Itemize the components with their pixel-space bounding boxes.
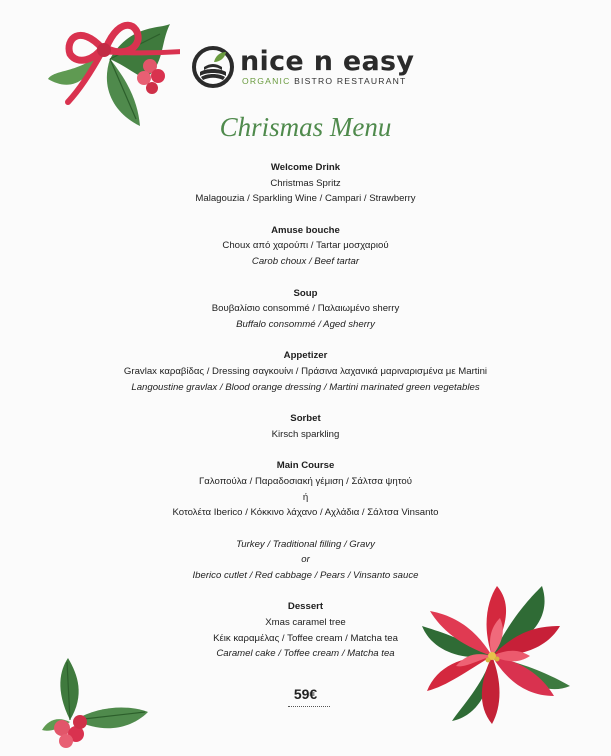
dessert-name: Xmas caramel tree: [265, 617, 346, 629]
soup-english: Buffalo consommé / Aged sherry: [236, 318, 375, 330]
dessert-english: Caramel cake / Toffee cream / Matcha tea: [216, 648, 395, 660]
brand-tagline: [242, 76, 407, 86]
section-heading-appetizer: Appetizer: [283, 350, 328, 362]
sorbet-name: Kirsch sparkling: [271, 428, 340, 440]
amuse-greek: Choux από χαρούπι / Tartar μοσχαριού: [222, 240, 389, 252]
main-greek-option-2: Κοτολέτα Iberico / Κόκκινο λάχανο / Αχλάδια / Σάλτσα Vinsanto: [172, 507, 439, 519]
menu-price: 59€: [293, 686, 318, 702]
main-greek-option-1: Γαλοπούλα / Παραδοσιακή γέμιση / Σάλτσα ψητού: [199, 475, 412, 487]
main-greek-or: ή: [302, 491, 309, 503]
welcome-drink-ingredients: Malagouzia / Sparkling Wine / Campari / Strawberry: [195, 193, 416, 205]
main-english-option-2: Iberico cutlet / Red cabbage / Pears / Vinsanto sauce: [192, 569, 419, 581]
amuse-english: Carob choux / Beef tartar: [251, 255, 360, 267]
price-divider: [288, 706, 330, 707]
main-english-option-1: Turkey / Traditional filling / Gravy: [236, 538, 375, 550]
section-heading-welcome: Welcome Drink: [270, 162, 341, 173]
dessert-greek: Κέικ καραμέλας / Toffee cream / Matcha tea: [213, 632, 398, 644]
section-heading-dessert: Dessert: [287, 601, 324, 613]
brand-tagline-organic: ORGANIC: [242, 76, 291, 86]
section-heading-amuse: Amuse bouche: [271, 224, 340, 236]
brand-name: nice n easy: [240, 46, 415, 77]
section-heading-soup: Soup: [293, 287, 318, 299]
section-heading-sorbet: Sorbet: [290, 413, 321, 425]
logo-mark-icon: [192, 46, 234, 88]
section-heading-main: Main Course: [276, 460, 335, 472]
welcome-drink-name: Christmas Spritz: [270, 177, 341, 189]
brand-tagline-rest: BISTRO RESTAURANT: [294, 76, 407, 86]
soup-greek: Βουβαλίσιο consommé / Παλαιωμένο sherry: [211, 303, 400, 315]
appetizer-greek: Gravlax καραβίδας / Dressing σαγκουίνι / Πράσινα λαχανικά μαριναρισμένα με Martini: [123, 365, 488, 377]
appetizer-english: Langoustine gravlax / Blood orange dressing / Martini marinated green vegetables: [131, 381, 480, 393]
main-english-or: or: [301, 554, 310, 566]
brand-logo: [192, 46, 432, 90]
menu-title: Chrismas Menu: [219, 112, 392, 142]
menu-list: [0, 160, 611, 662]
